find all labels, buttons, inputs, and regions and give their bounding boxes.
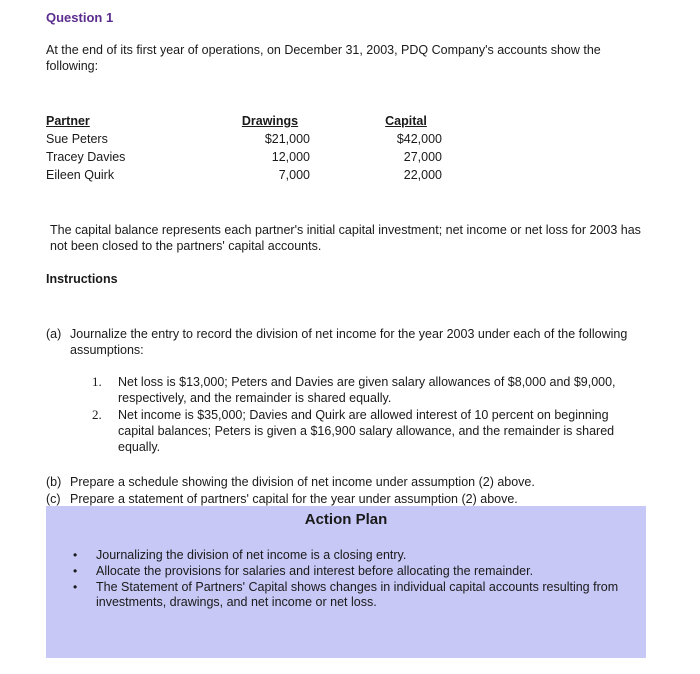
- list-item: [92, 407, 632, 455]
- part-b-text: Prepare a schedule showing the division of net income under assumption (2) above.: [70, 475, 535, 489]
- action-plan-box: [46, 506, 646, 658]
- part-c-label: (c): [46, 492, 61, 506]
- action-plan-item-text: Journalizing the division of net income is a closing entry.: [96, 548, 407, 562]
- table-cell-drawings: $21,000: [264, 132, 310, 146]
- assumption-text: Net loss is $13,000; Peters and Davies are given salary allowances of $8,000 and $9,000, respectively, and the remainder is shared equally.: [118, 375, 616, 405]
- table-cell-capital: $42,000: [396, 132, 442, 146]
- table-cell-partner: Sue Peters: [46, 132, 108, 146]
- part-c-text: Prepare a statement of partners' capital for the year under assumption (2) above.: [70, 492, 518, 506]
- table-cell-partner: Eileen Quirk: [46, 168, 115, 182]
- list-item: [72, 564, 637, 579]
- question-title: Question 1: [46, 10, 114, 25]
- capital-header: Capital: [385, 114, 427, 128]
- part-b: [46, 474, 646, 490]
- assumption-number: 1.: [92, 374, 102, 389]
- partner-column: [46, 112, 125, 184]
- partner-header: Partner: [46, 114, 90, 128]
- assumptions-list: [92, 374, 632, 456]
- part-a-text: Journalize the entry to record the division of net income for the year 2003 under each of the following assumptions:: [70, 327, 628, 357]
- assumption-text: Net income is $35,000; Davies and Quirk are allowed interest of 10 percent on beginning capital balances; Peters is given a $16,900 salary allowance, and the remainder is shared equally.: [118, 408, 615, 454]
- action-plan-item-text: The Statement of Partners' Capital shows changes in individual capital accounts resulting from investments, drawings, and net income or net loss.: [96, 580, 619, 609]
- drawings-column: [220, 112, 310, 184]
- bullet-icon: •: [73, 580, 78, 594]
- table-cell-partner: Tracey Davies: [46, 150, 126, 164]
- part-a: [46, 326, 646, 358]
- bullet-icon: •: [73, 564, 78, 578]
- action-plan-item-text: Allocate the provisions for salaries and interest before allocating the remainder.: [96, 564, 534, 578]
- bullet-icon: •: [73, 548, 78, 562]
- table-cell-drawings: 12,000: [271, 150, 310, 164]
- capital-balance-paragraph: The capital balance represents each partner's initial capital investment; net income or net loss for 2003 has not been closed to the partners' capital accounts.: [50, 223, 641, 253]
- intro-text: At the end of its first year of operations, on December 31, 2003, PDQ Company's accounts show the following:: [46, 43, 601, 73]
- part-c: [46, 491, 646, 507]
- action-plan-list: [72, 548, 637, 611]
- table-cell-capital: 22,000: [403, 168, 442, 182]
- part-b-label: (b): [46, 475, 62, 489]
- capital-column: [360, 112, 442, 184]
- list-item: [72, 548, 637, 563]
- instructions-heading: Instructions: [46, 272, 118, 286]
- action-plan-title: Action Plan: [304, 511, 388, 528]
- list-item: [92, 374, 632, 406]
- assumption-number: 2.: [92, 407, 102, 422]
- table-cell-drawings: 7,000: [278, 168, 310, 182]
- drawings-header: Drawings: [241, 114, 299, 128]
- part-a-label: (a): [46, 327, 62, 341]
- list-item: [72, 580, 637, 610]
- table-cell-capital: 27,000: [403, 150, 442, 164]
